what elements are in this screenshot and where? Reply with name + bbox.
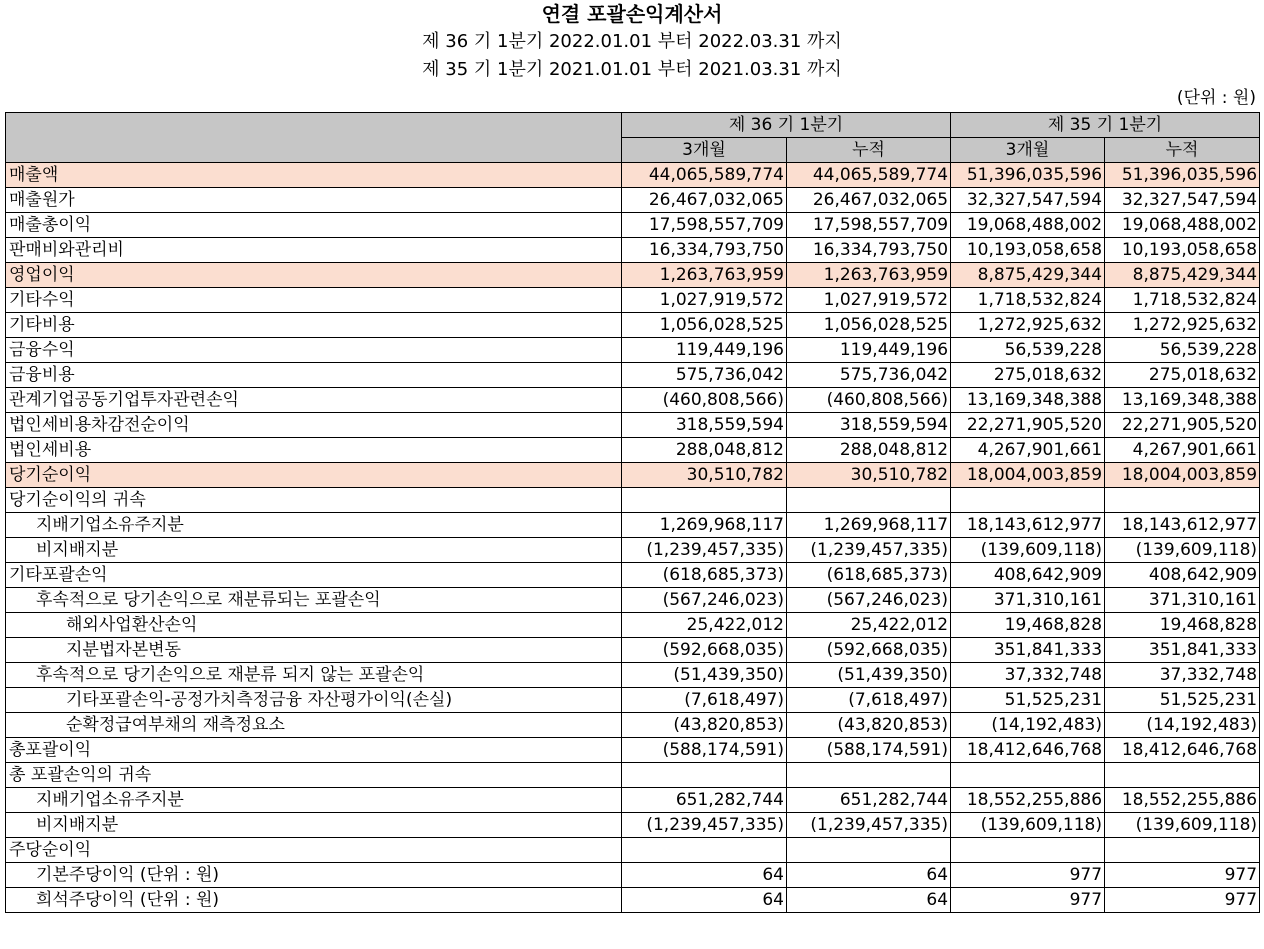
row-label: 기타비용 — [6, 313, 622, 338]
value-35-3months: 8,875,429,344 — [951, 263, 1105, 288]
value-35-cumulative: 275,018,632 — [1105, 363, 1260, 388]
value-35-cumulative: 8,875,429,344 — [1105, 263, 1260, 288]
value-35-cumulative: 13,169,348,388 — [1105, 388, 1260, 413]
table-row — [6, 263, 1260, 288]
value-36-3months: (1,239,457,335) — [622, 813, 787, 838]
header-36-3months: 3개월 — [622, 138, 787, 163]
value-35-cumulative: 51,525,231 — [1105, 688, 1260, 713]
row-label: 법인세비용차감전순이익 — [6, 413, 622, 438]
table-row — [6, 713, 1260, 738]
table-row — [6, 813, 1260, 838]
table-row — [6, 788, 1260, 813]
value-35-cumulative: 18,004,003,859 — [1105, 463, 1260, 488]
row-label: 총포괄이익 — [6, 738, 622, 763]
value-36-3months: (618,685,373) — [622, 563, 787, 588]
income-statement-table — [5, 112, 1260, 913]
statement-title: 연결 포괄손익계산서 — [541, 2, 723, 26]
value-36-cumulative: 1,269,968,117 — [787, 513, 951, 538]
value-35-3months: (139,609,118) — [951, 538, 1105, 563]
value-36-cumulative: 26,467,032,065 — [787, 188, 951, 213]
value-36-cumulative: 64 — [787, 888, 951, 913]
row-label: 기타포괄손익-공정가치측정금융 자산평가이익(손실) — [6, 688, 622, 713]
value-36-cumulative: 119,449,196 — [787, 338, 951, 363]
value-36-cumulative: (618,685,373) — [787, 563, 951, 588]
value-35-cumulative: 22,271,905,520 — [1105, 413, 1260, 438]
row-label: 기타포괄손익 — [6, 563, 622, 588]
value-36-cumulative: (588,174,591) — [787, 738, 951, 763]
row-label: 매출총이익 — [6, 213, 622, 238]
value-36-cumulative: 44,065,589,774 — [787, 163, 951, 188]
value-36-cumulative: (1,239,457,335) — [787, 813, 951, 838]
value-35-cumulative: 56,539,228 — [1105, 338, 1260, 363]
value-36-3months: (7,618,497) — [622, 688, 787, 713]
value-36-3months: 1,027,919,572 — [622, 288, 787, 313]
value-35-3months: 371,310,161 — [951, 588, 1105, 613]
value-35-3months: 51,525,231 — [951, 688, 1105, 713]
table-row — [6, 338, 1260, 363]
value-35-cumulative: 19,068,488,002 — [1105, 213, 1260, 238]
value-35-cumulative: (139,609,118) — [1105, 538, 1260, 563]
value-36-3months: (460,808,566) — [622, 388, 787, 413]
value-35-cumulative: 18,143,612,977 — [1105, 513, 1260, 538]
row-label: 판매비와관리비 — [6, 238, 622, 263]
value-35-3months: 18,004,003,859 — [951, 463, 1105, 488]
value-35-cumulative: 18,412,646,768 — [1105, 738, 1260, 763]
row-label: 후속적으로 당기손익으로 재분류 되지 않는 포괄손익 — [6, 663, 622, 688]
value-36-cumulative: 25,422,012 — [787, 613, 951, 638]
value-35-cumulative: 51,396,035,596 — [1105, 163, 1260, 188]
value-35-cumulative: (14,192,483) — [1105, 713, 1260, 738]
value-36-cumulative: (567,246,023) — [787, 588, 951, 613]
value-35-cumulative: 4,267,901,661 — [1105, 438, 1260, 463]
value-35-3months: 18,552,255,886 — [951, 788, 1105, 813]
value-36-cumulative: 30,510,782 — [787, 463, 951, 488]
value-36-cumulative: 1,263,763,959 — [787, 263, 951, 288]
value-35-cumulative: 10,193,058,658 — [1105, 238, 1260, 263]
value-36-3months: 64 — [622, 863, 787, 888]
table-row — [6, 663, 1260, 688]
value-36-3months: 17,598,557,709 — [622, 213, 787, 238]
value-35-cumulative: 977 — [1105, 888, 1260, 913]
value-36-cumulative: 288,048,812 — [787, 438, 951, 463]
value-36-3months: 64 — [622, 888, 787, 913]
value-36-3months: (51,439,350) — [622, 663, 787, 688]
value-35-cumulative — [1105, 488, 1260, 513]
row-label: 기본주당이익 (단위 : 원) — [6, 863, 622, 888]
value-35-3months: 977 — [951, 888, 1105, 913]
value-36-3months: (567,246,023) — [622, 588, 787, 613]
table-row — [6, 613, 1260, 638]
value-36-cumulative: 64 — [787, 863, 951, 888]
table-header — [6, 113, 1260, 163]
row-label: 후속적으로 당기손익으로 재분류되는 포괄손익 — [6, 588, 622, 613]
value-35-3months: 351,841,333 — [951, 638, 1105, 663]
row-label: 기타수익 — [6, 288, 622, 313]
value-35-cumulative — [1105, 838, 1260, 863]
value-36-cumulative: (7,618,497) — [787, 688, 951, 713]
value-36-3months: (43,820,853) — [622, 713, 787, 738]
row-label: 지배기업소유주지분 — [6, 513, 622, 538]
table-row — [6, 438, 1260, 463]
value-36-cumulative: 318,559,594 — [787, 413, 951, 438]
table-row — [6, 238, 1260, 263]
value-35-3months: 51,396,035,596 — [951, 163, 1105, 188]
value-35-cumulative: 977 — [1105, 863, 1260, 888]
value-35-3months: 18,412,646,768 — [951, 738, 1105, 763]
header-35-3months: 3개월 — [951, 138, 1105, 163]
row-label: 비지배지분 — [6, 538, 622, 563]
value-35-3months — [951, 488, 1105, 513]
value-36-3months: 651,282,744 — [622, 788, 787, 813]
value-36-cumulative: 575,736,042 — [787, 363, 951, 388]
value-35-3months: 1,272,925,632 — [951, 313, 1105, 338]
value-35-3months: 10,193,058,658 — [951, 238, 1105, 263]
row-label: 지분법자본변동 — [6, 638, 622, 663]
row-label: 비지배지분 — [6, 813, 622, 838]
value-36-3months: 1,263,763,959 — [622, 263, 787, 288]
row-label: 관계기업공동기업투자관련손익 — [6, 388, 622, 413]
table-row — [6, 413, 1260, 438]
table-row — [6, 513, 1260, 538]
row-label: 총 포괄손익의 귀속 — [6, 763, 622, 788]
header-blank-cell — [6, 113, 622, 163]
header-period-36: 제 36 기 1분기 — [622, 113, 951, 138]
value-36-cumulative: (592,668,035) — [787, 638, 951, 663]
value-36-3months — [622, 488, 787, 513]
row-label: 금융비용 — [6, 363, 622, 388]
value-36-3months: 119,449,196 — [622, 338, 787, 363]
value-36-cumulative: (43,820,853) — [787, 713, 951, 738]
value-36-3months: 575,736,042 — [622, 363, 787, 388]
value-36-cumulative: 17,598,557,709 — [787, 213, 951, 238]
value-36-3months: 318,559,594 — [622, 413, 787, 438]
row-label: 해외사업환산손익 — [6, 613, 622, 638]
header-period-35: 제 35 기 1분기 — [951, 113, 1260, 138]
value-35-cumulative: 1,272,925,632 — [1105, 313, 1260, 338]
period-current: 제 36 기 1분기 2022.01.01 부터 2022.03.31 까지 — [422, 31, 842, 52]
table-row — [6, 888, 1260, 913]
value-35-3months: 32,327,547,594 — [951, 188, 1105, 213]
value-35-3months: 37,332,748 — [951, 663, 1105, 688]
table-row — [6, 538, 1260, 563]
value-35-cumulative: 1,718,532,824 — [1105, 288, 1260, 313]
row-label: 당기순이익의 귀속 — [6, 488, 622, 513]
table-row — [6, 463, 1260, 488]
value-35-cumulative: (139,609,118) — [1105, 813, 1260, 838]
value-36-3months: 44,065,589,774 — [622, 163, 787, 188]
value-35-3months: 4,267,901,661 — [951, 438, 1105, 463]
table-row — [6, 688, 1260, 713]
value-35-cumulative: 37,332,748 — [1105, 663, 1260, 688]
value-35-3months: 18,143,612,977 — [951, 513, 1105, 538]
value-36-cumulative: (460,808,566) — [787, 388, 951, 413]
value-35-3months: 22,271,905,520 — [951, 413, 1105, 438]
value-35-3months: 19,468,828 — [951, 613, 1105, 638]
value-36-3months: 1,056,028,525 — [622, 313, 787, 338]
table-row — [6, 188, 1260, 213]
value-36-3months: 288,048,812 — [622, 438, 787, 463]
value-35-3months: (14,192,483) — [951, 713, 1105, 738]
value-35-3months — [951, 763, 1105, 788]
value-35-cumulative: 408,642,909 — [1105, 563, 1260, 588]
value-36-3months: 30,510,782 — [622, 463, 787, 488]
value-35-cumulative: 371,310,161 — [1105, 588, 1260, 613]
row-label: 희석주당이익 (단위 : 원) — [6, 888, 622, 913]
value-36-cumulative: 1,027,919,572 — [787, 288, 951, 313]
value-35-cumulative — [1105, 763, 1260, 788]
header-36-cumulative: 누적 — [787, 138, 951, 163]
value-36-3months: (588,174,591) — [622, 738, 787, 763]
row-label: 금융수익 — [6, 338, 622, 363]
value-35-cumulative: 32,327,547,594 — [1105, 188, 1260, 213]
table-row — [6, 213, 1260, 238]
value-35-cumulative: 19,468,828 — [1105, 613, 1260, 638]
table-row — [6, 763, 1260, 788]
value-36-3months: 1,269,968,117 — [622, 513, 787, 538]
row-label: 주당순이익 — [6, 838, 622, 863]
table-row — [6, 488, 1260, 513]
value-36-cumulative: 651,282,744 — [787, 788, 951, 813]
table-row — [6, 313, 1260, 338]
value-36-cumulative: 16,334,793,750 — [787, 238, 951, 263]
row-label: 매출액 — [6, 163, 622, 188]
value-36-3months: (1,239,457,335) — [622, 538, 787, 563]
value-35-3months: 275,018,632 — [951, 363, 1105, 388]
value-35-3months: (139,609,118) — [951, 813, 1105, 838]
row-label: 영업이익 — [6, 263, 622, 288]
value-36-3months: 16,334,793,750 — [622, 238, 787, 263]
value-36-cumulative: (1,239,457,335) — [787, 538, 951, 563]
table-row — [6, 163, 1260, 188]
table-row — [6, 563, 1260, 588]
period-prior: 제 35 기 1분기 2021.01.01 부터 2021.03.31 까지 — [422, 59, 842, 80]
table-row — [6, 363, 1260, 388]
value-35-3months: 13,169,348,388 — [951, 388, 1105, 413]
row-label: 법인세비용 — [6, 438, 622, 463]
value-35-3months: 19,068,488,002 — [951, 213, 1105, 238]
table-row — [6, 288, 1260, 313]
value-36-cumulative: (51,439,350) — [787, 663, 951, 688]
value-35-3months: 408,642,909 — [951, 563, 1105, 588]
row-label: 지배기업소유주지분 — [6, 788, 622, 813]
value-36-cumulative — [787, 488, 951, 513]
value-35-cumulative: 351,841,333 — [1105, 638, 1260, 663]
value-36-3months — [622, 838, 787, 863]
value-36-3months — [622, 763, 787, 788]
value-35-3months: 56,539,228 — [951, 338, 1105, 363]
value-36-cumulative — [787, 838, 951, 863]
value-36-cumulative — [787, 763, 951, 788]
unit-label: (단위 : 원) — [1176, 88, 1256, 108]
row-label: 당기순이익 — [6, 463, 622, 488]
table-row — [6, 388, 1260, 413]
header-35-cumulative: 누적 — [1105, 138, 1260, 163]
value-36-3months: (592,668,035) — [622, 638, 787, 663]
table-row — [6, 588, 1260, 613]
row-label: 순확정급여부채의 재측정요소 — [6, 713, 622, 738]
value-35-3months: 1,718,532,824 — [951, 288, 1105, 313]
value-35-3months — [951, 838, 1105, 863]
table-row — [6, 863, 1260, 888]
table-row — [6, 838, 1260, 863]
value-35-3months: 977 — [951, 863, 1105, 888]
table-row — [6, 738, 1260, 763]
value-35-cumulative: 18,552,255,886 — [1105, 788, 1260, 813]
table-body — [6, 163, 1260, 913]
table-row — [6, 638, 1260, 663]
value-36-3months: 26,467,032,065 — [622, 188, 787, 213]
value-36-3months: 25,422,012 — [622, 613, 787, 638]
value-36-cumulative: 1,056,028,525 — [787, 313, 951, 338]
row-label: 매출원가 — [6, 188, 622, 213]
